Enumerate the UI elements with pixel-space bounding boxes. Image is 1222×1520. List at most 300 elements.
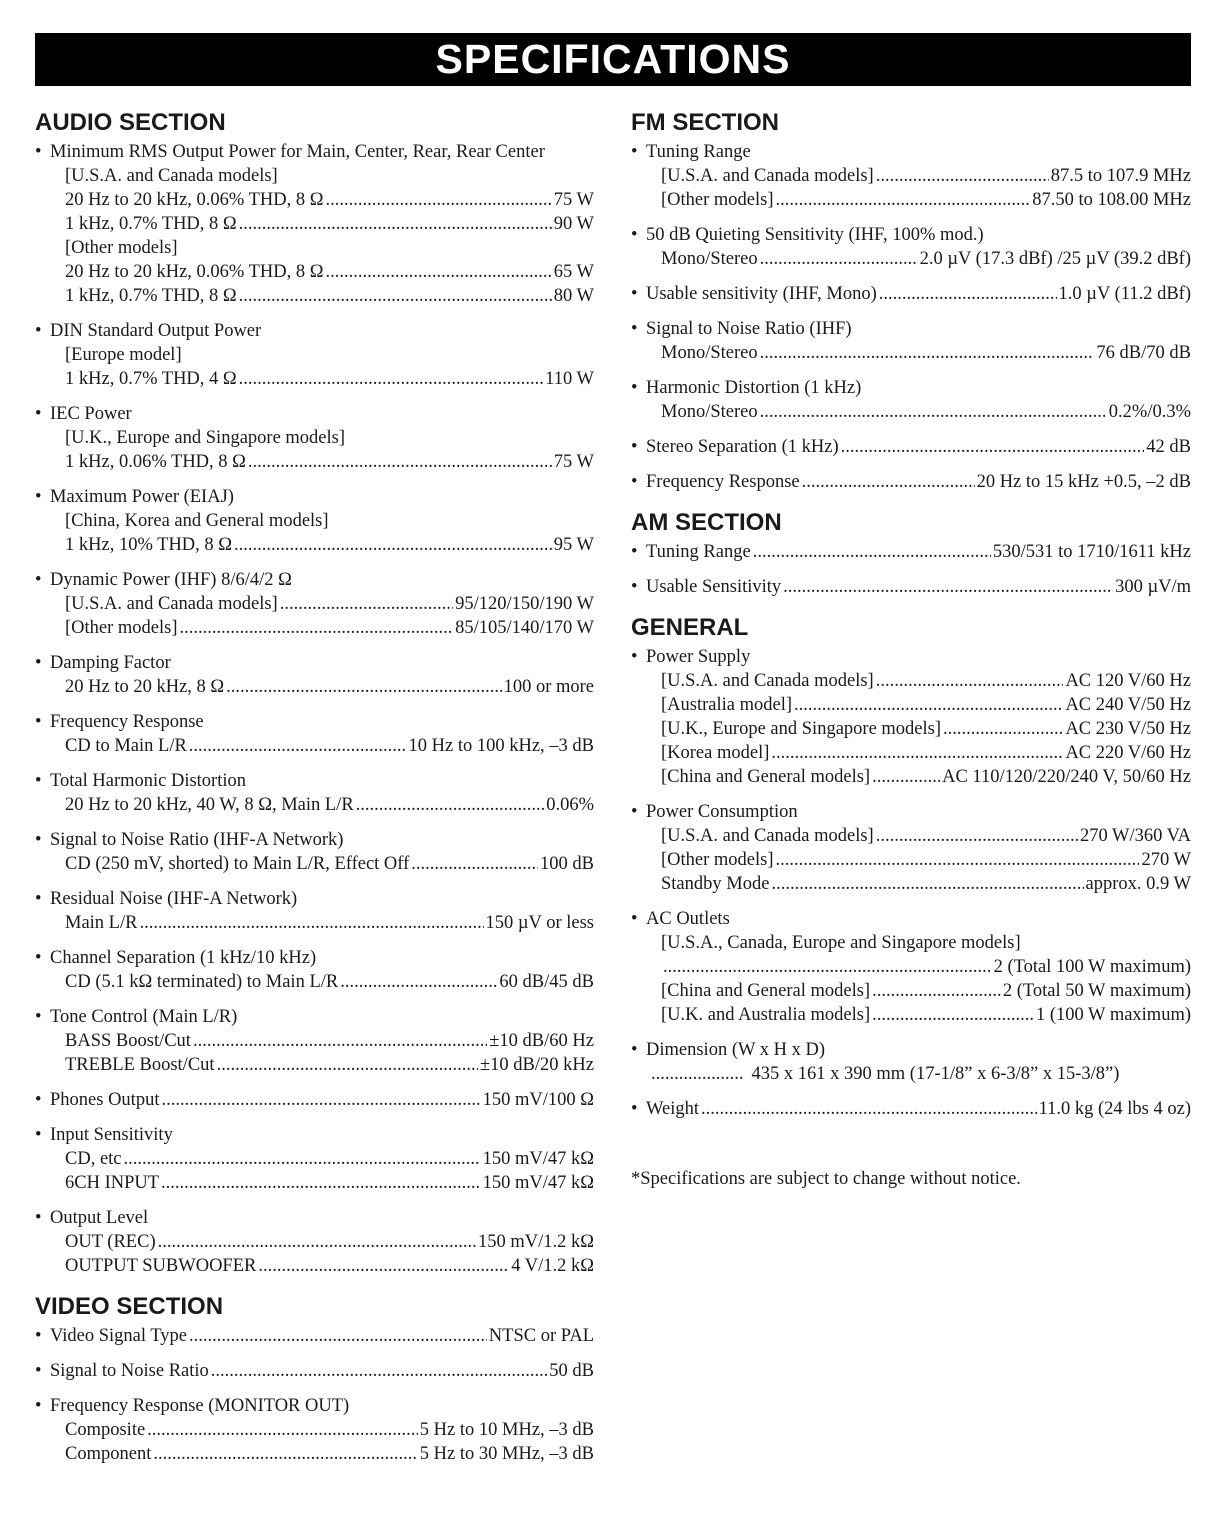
spec-label: DIN Standard Output Power: [50, 321, 262, 341]
spec-label-line: [35, 887, 594, 911]
spec-label-line: [631, 1038, 1191, 1062]
spec-label: Frequency Response: [50, 712, 204, 732]
spec-sub-label: [Other models]: [65, 618, 178, 638]
spec-section: [631, 508, 1191, 599]
spec-sub-label: [U.S.A. and Canada models]: [65, 166, 278, 186]
spec-sub-label: CD (5.1 kΩ terminated) to Main L/R: [65, 972, 339, 992]
spec-label-line: [631, 317, 1191, 341]
spec-sub-line: [35, 1254, 594, 1278]
spec-value: 110 W: [545, 369, 594, 389]
leader-dots: [776, 188, 1031, 212]
spec-value: AC 110/120/220/240 V, 50/60 Hz: [942, 767, 1191, 787]
spec-item: [35, 1359, 594, 1383]
spec-sub-label: [Other models]: [661, 850, 774, 870]
leader-dots: [701, 1097, 1037, 1121]
spec-sub-line: [631, 693, 1191, 717]
spec-section: [35, 108, 594, 1278]
spec-label: Stereo Separation (1 kHz): [646, 437, 839, 457]
spec-label: Usable sensitivity (IHF, Mono): [646, 284, 877, 304]
spec-label: Usable Sensitivity: [646, 577, 782, 597]
spec-sub-line: [631, 848, 1191, 872]
leader-dots: [248, 450, 552, 474]
spec-sub-line: [35, 367, 594, 391]
spec-value: 100 dB: [540, 854, 594, 874]
spec-item: [35, 485, 594, 557]
leader-dots: [139, 911, 483, 935]
spec-label: AC Outlets: [646, 909, 730, 929]
spec-item: [35, 1324, 594, 1348]
spec-label-line: [35, 568, 594, 592]
leader-dots: [189, 1324, 487, 1348]
leader-dots: [326, 188, 552, 212]
spec-sub-line: [631, 872, 1191, 896]
spec-value: AC 230 V/50 Hz: [1065, 719, 1191, 739]
leader-dots: [841, 435, 1145, 459]
bullet: •: [631, 472, 638, 492]
spec-value: 2.0 µV (17.3 dBf) /25 µV (39.2 dBf): [919, 249, 1191, 269]
spec-sub-line: [631, 247, 1191, 271]
spec-sub-line: [35, 343, 594, 367]
bullet: •: [35, 142, 42, 162]
spec-label: 50 dB Quieting Sensitivity (IHF, 100% mod.): [646, 225, 984, 245]
spec-item: [35, 140, 594, 308]
bullet: •: [631, 1040, 638, 1060]
leader-dots: [147, 1418, 418, 1442]
leader-dots: [663, 955, 992, 979]
spec-sub-label: [Europe model]: [65, 345, 182, 365]
leader-dots: [771, 872, 1083, 896]
spec-sub-line: [631, 741, 1191, 765]
spec-value: 435 x 161 x 390 mm (17-1/8” x 6-3/8” x 15-3/8”): [751, 1064, 1120, 1084]
spec-sub-label: [China and General models]: [661, 981, 871, 1001]
spec-value: AC 120 V/60 Hz: [1065, 671, 1191, 691]
bullet: •: [631, 284, 638, 304]
spec-sub-line: [35, 212, 594, 236]
leader-dots: [753, 540, 991, 564]
spec-value: AC 240 V/50 Hz: [1065, 695, 1191, 715]
spec-label: Damping Factor: [50, 653, 171, 673]
spec-label-line: [631, 800, 1191, 824]
spec-sub-label: [China and General models]: [661, 767, 871, 787]
leader-dots: [760, 247, 918, 271]
spec-sub-label: [China, Korea and General models]: [65, 511, 329, 531]
spec-sub-line: [35, 1147, 594, 1171]
spec-sub-label: Mono/Stereo: [661, 249, 758, 269]
spec-value: 0.06%: [546, 795, 594, 815]
spec-sub-line: [35, 260, 594, 284]
spec-value: 95/120/150/190 W: [455, 594, 594, 614]
leader-dots: [234, 533, 552, 557]
spec-label: Maximum Power (EIAJ): [50, 487, 234, 507]
spec-item: [35, 1123, 594, 1195]
bullet: •: [631, 577, 638, 597]
spec-sub-line: [35, 793, 594, 817]
spec-sub-label: 1 kHz, 0.06% THD, 8 Ω: [65, 452, 246, 472]
spec-item: [631, 907, 1191, 1027]
spec-value: 150 mV/47 kΩ: [482, 1173, 594, 1193]
bullet: •: [35, 1396, 42, 1416]
spec-sub-label: [U.S.A. and Canada models]: [661, 826, 874, 846]
spec-label-line: [631, 140, 1191, 164]
spec-value: 85/105/140/170 W: [455, 618, 594, 638]
spec-item: [35, 1088, 594, 1112]
spec-label: Total Harmonic Distortion: [50, 771, 247, 791]
spec-sub-line: [631, 341, 1191, 365]
leader-dots: [760, 341, 1095, 365]
leader-dots: [876, 824, 1078, 848]
leader-dots: [193, 1029, 487, 1053]
spec-value: approx. 0.9 W: [1085, 874, 1191, 894]
spec-sub-line: [35, 1029, 594, 1053]
bullet: •: [631, 319, 638, 339]
leader-dots: [802, 470, 975, 494]
section-title: FM SECTION: [631, 109, 779, 136]
spec-sub-label: [Other models]: [661, 190, 774, 210]
spec-sub-line: [35, 164, 594, 188]
spec-value: 75 W: [553, 452, 594, 472]
leader-dots: [258, 1254, 509, 1278]
spec-sub-label: [U.S.A. and Canada models]: [661, 671, 874, 691]
spec-item: [631, 317, 1191, 365]
spec-item: [631, 282, 1191, 306]
spec-sub-label: 1 kHz, 10% THD, 8 Ω: [65, 535, 233, 555]
leader-dots: [326, 260, 552, 284]
spec-sub-label: [U.K. and Australia models]: [661, 1005, 871, 1025]
spec-label: Frequency Response: [646, 472, 800, 492]
spec-sub-line: [35, 1171, 594, 1195]
spec-value: NTSC or PAL: [488, 1326, 594, 1346]
spec-sub-line: [35, 1418, 594, 1442]
spec-item: [35, 568, 594, 640]
spec-value: AC 220 V/60 Hz: [1065, 743, 1191, 763]
spec-sub-label: OUTPUT SUBWOOFER: [65, 1256, 257, 1276]
spec-item: [631, 376, 1191, 424]
spec-value: 2 (Total 100 W maximum): [993, 957, 1191, 977]
spec-label: Weight: [646, 1099, 699, 1119]
leader-dots: [189, 734, 407, 758]
leader-dots: [794, 693, 1063, 717]
spec-value: 42 dB: [1146, 437, 1191, 457]
spec-label-line: [35, 769, 594, 793]
spec-label-line: [35, 319, 594, 343]
spec-value: ±10 dB/20 kHz: [480, 1055, 594, 1075]
spec-label-line: [35, 1206, 594, 1230]
spec-label-line: [631, 223, 1191, 247]
spec-sub-label: CD to Main L/R: [65, 736, 187, 756]
spec-value: 5 Hz to 30 MHz, –3 dB: [419, 1444, 594, 1464]
leader-dots: [872, 1003, 1034, 1027]
spec-sub-label: [Other models]: [65, 238, 178, 258]
spec-item: [35, 1394, 594, 1466]
spec-value: 76 dB/70 dB: [1096, 343, 1191, 363]
spec-value: 300 µV/m: [1115, 577, 1191, 597]
spec-label: Output Level: [50, 1208, 149, 1228]
spec-label: Residual Noise (IHF-A Network): [50, 889, 298, 909]
leader-dots: [158, 1230, 476, 1254]
spec-label: Signal to Noise Ratio (IHF-A Network): [50, 830, 344, 850]
spec-label-line: [631, 435, 1191, 459]
spec-sub-line: [35, 1053, 594, 1077]
spec-item: [631, 800, 1191, 896]
spec-sub-label: 20 Hz to 20 kHz, 8 Ω: [65, 677, 225, 697]
spec-label: Phones Output: [50, 1090, 160, 1110]
spec-sub-line: [35, 509, 594, 533]
spec-sub-label: BASS Boost/Cut: [65, 1031, 191, 1051]
spec-sub-label: 20 Hz to 20 kHz, 40 W, 8 Ω, Main L/R: [65, 795, 354, 815]
leader-dots: [124, 1147, 481, 1171]
spec-label: Dimension (W x H x D): [646, 1040, 825, 1060]
spec-value: 95 W: [553, 535, 594, 555]
spec-label: Frequency Response (MONITOR OUT): [50, 1396, 350, 1416]
spec-sub-line: [35, 970, 594, 994]
spec-sub-line: [631, 979, 1191, 1003]
spec-value: 150 mV/1.2 kΩ: [477, 1232, 594, 1252]
spec-value: 50 dB: [549, 1361, 594, 1381]
spec-sub-line: [631, 1062, 1191, 1086]
spec-value: 530/531 to 1710/1611 kHz: [992, 542, 1191, 562]
bullet: •: [35, 487, 42, 507]
spec-value: 20 Hz to 15 kHz +0.5, –2 dB: [976, 472, 1191, 492]
spec-label-line: [35, 140, 594, 164]
spec-sub-label: [U.S.A. and Canada models]: [65, 594, 278, 614]
spec-sub-line: [35, 1230, 594, 1254]
spec-sub-line: [35, 533, 594, 557]
spec-value: 60 dB/45 dB: [499, 972, 594, 992]
bullet: •: [35, 1326, 42, 1346]
bullet: •: [35, 1125, 42, 1145]
bullet: •: [631, 647, 638, 667]
spec-sub-label: 1 kHz, 0.7% THD, 8 Ω: [65, 214, 237, 234]
spec-sub-label: [U.S.A., Canada, Europe and Singapore models]: [661, 933, 1021, 953]
spec-sub-label: 1 kHz, 0.7% THD, 8 Ω: [65, 286, 237, 306]
bullet: •: [35, 712, 42, 732]
spec-sub-label: [U.S.A. and Canada models]: [661, 166, 874, 186]
spec-sub-label: 20 Hz to 20 kHz, 0.06% THD, 8 Ω: [65, 190, 324, 210]
spec-label-line: [35, 651, 594, 675]
bullet: •: [35, 404, 42, 424]
spec-item: [631, 470, 1191, 494]
spec-sub-line: [35, 592, 594, 616]
spec-sub-label: Main L/R: [65, 913, 138, 933]
spec-sub-line: [631, 931, 1191, 955]
bullet: •: [631, 909, 638, 929]
leader-dots: [876, 669, 1064, 693]
spec-item: [631, 575, 1191, 599]
leader-dots: [239, 367, 544, 391]
spec-label: IEC Power: [50, 404, 132, 424]
spec-label: Power Consumption: [646, 802, 798, 822]
spec-label: Tone Control (Main L/R): [50, 1007, 238, 1027]
spec-label: Dynamic Power (IHF) 8/6/4/2 Ω: [50, 570, 292, 590]
spec-item: [35, 319, 594, 391]
leader-dots: [280, 592, 453, 616]
spec-value: 5 Hz to 10 MHz, –3 dB: [419, 1420, 594, 1440]
leader-dots: [217, 1053, 478, 1077]
spec-sub-label: Standby Mode: [661, 874, 770, 894]
bullet: •: [631, 1099, 638, 1119]
spec-label-line: [35, 828, 594, 852]
spec-label-line: [631, 907, 1191, 931]
spec-item: [631, 223, 1191, 271]
leader-dots: [239, 212, 552, 236]
spec-label: Channel Separation (1 kHz/10 kHz): [50, 948, 317, 968]
spec-sub-line: [35, 675, 594, 699]
bullet: •: [35, 830, 42, 850]
spec-sub-line: [35, 284, 594, 308]
leader-dots: [340, 970, 497, 994]
spec-item: [631, 140, 1191, 212]
spec-label-line: [35, 1123, 594, 1147]
spec-section: [631, 613, 1191, 1121]
bullet: •: [35, 1090, 42, 1110]
spec-value: 0.2%/0.3%: [1108, 402, 1191, 422]
leader-dots: [153, 1442, 417, 1466]
spec-sub-label: Component: [65, 1444, 152, 1464]
bullet: •: [35, 948, 42, 968]
spec-item: [35, 1005, 594, 1077]
spec-sub-label: CD (250 mV, shorted) to Main L/R, Effect Off: [65, 854, 410, 874]
spec-label-line: [631, 470, 1191, 494]
spec-value: 270 W: [1141, 850, 1191, 870]
spec-label: Tuning Range: [646, 142, 751, 162]
spec-item: [631, 540, 1191, 564]
spec-label-line: [35, 1005, 594, 1029]
spec-label-line: [35, 1359, 594, 1383]
footnote: *Specifications are subject to change without notice.: [631, 1169, 1021, 1189]
spec-sub-line: [631, 164, 1191, 188]
bullet: •: [35, 1208, 42, 1228]
spec-value: 150 mV/100 Ω: [482, 1090, 594, 1110]
spec-sub-line: [631, 717, 1191, 741]
spec-value: 2 (Total 50 W maximum): [1002, 981, 1191, 1001]
spec-value: 90 W: [553, 214, 594, 234]
spec-value: ±10 dB/60 Hz: [489, 1031, 594, 1051]
spec-label: Signal to Noise Ratio: [50, 1361, 209, 1381]
spec-sub-label: Composite: [65, 1420, 146, 1440]
spec-label-line: [631, 282, 1191, 306]
leader-dots: [879, 282, 1057, 306]
spec-label-line: [35, 402, 594, 426]
spec-item: [35, 887, 594, 935]
spec-item: [35, 946, 594, 994]
spec-sub-label: [U.K., Europe and Singapore models]: [65, 428, 346, 448]
spec-label: Input Sensitivity: [50, 1125, 173, 1145]
leader-dots: [161, 1088, 480, 1112]
right-column: [631, 108, 1191, 1191]
bullet: •: [35, 1007, 42, 1027]
spec-label: Tuning Range: [646, 542, 751, 562]
spec-item: [631, 645, 1191, 789]
section-title: VIDEO SECTION: [35, 1293, 224, 1320]
leader-dots: [239, 284, 552, 308]
spec-sub-label: 20 Hz to 20 kHz, 0.06% THD, 8 Ω: [65, 262, 324, 282]
spec-sub-line: [35, 852, 594, 876]
leader-dots: [872, 765, 940, 789]
spec-sub-line: [631, 765, 1191, 789]
spec-sub-line: [35, 188, 594, 212]
spec-value: 4 V/1.2 kΩ: [511, 1256, 594, 1276]
spec-label: Minimum RMS Output Power for Main, Center, Rear, Rear Center: [50, 142, 545, 162]
bullet: •: [631, 437, 638, 457]
leader-dots: [226, 675, 501, 699]
spec-label: Video Signal Type: [50, 1326, 188, 1346]
spec-sub-line: [35, 911, 594, 935]
section-title: AM SECTION: [631, 509, 782, 536]
spec-sub-line: [35, 1442, 594, 1466]
spec-label-line: [631, 645, 1191, 669]
spec-value: 87.50 to 108.00 MHz: [1032, 190, 1191, 210]
spec-value: 150 µV or less: [485, 913, 594, 933]
spec-value: 11.0 kg (24 lbs 4 oz): [1038, 1099, 1191, 1119]
spec-value: 150 mV/47 kΩ: [482, 1149, 594, 1169]
leader-dots: ....................: [651, 1064, 744, 1084]
bullet: •: [35, 321, 42, 341]
leader-dots: [872, 979, 1001, 1003]
spec-sub-label: [Korea model]: [661, 743, 770, 763]
bullet: •: [631, 802, 638, 822]
spec-label: Signal to Noise Ratio (IHF): [646, 319, 852, 339]
spec-item: [35, 402, 594, 474]
spec-value: 270 W/360 VA: [1079, 826, 1191, 846]
spec-sub-line: [631, 1003, 1191, 1027]
leader-dots: [411, 852, 538, 876]
spec-label-line: [35, 946, 594, 970]
spec-section: [631, 108, 1191, 494]
spec-item: [35, 651, 594, 699]
spec-item: [631, 1097, 1191, 1121]
spec-sub-line: [631, 400, 1191, 424]
spec-sub-label: [U.K., Europe and Singapore models]: [661, 719, 942, 739]
spec-value: 87.5 to 107.9 MHz: [1050, 166, 1191, 186]
bullet: •: [35, 1361, 42, 1381]
spec-sub-line: [35, 450, 594, 474]
spec-sub-label: OUT (REC): [65, 1232, 156, 1252]
page-title: SPECIFICATIONS: [35, 33, 1191, 86]
spec-label-line: [631, 1097, 1191, 1121]
spec-value: 80 W: [553, 286, 594, 306]
bullet: •: [35, 570, 42, 590]
section-title: GENERAL: [631, 614, 749, 641]
spec-label-line: [35, 1394, 594, 1418]
spec-sub-label: Mono/Stereo: [661, 343, 758, 363]
spec-sub-line: [631, 188, 1191, 212]
spec-sub-label: 6CH INPUT: [65, 1173, 160, 1193]
left-column: [35, 108, 594, 1480]
bullet: •: [631, 225, 638, 245]
spec-label-line: [631, 376, 1191, 400]
spec-label-line: [631, 540, 1191, 564]
spec-sub-line: [35, 426, 594, 450]
bullet: •: [35, 771, 42, 791]
leader-dots: [356, 793, 545, 817]
bullet: •: [631, 142, 638, 162]
bullet: •: [631, 378, 638, 398]
spec-label: Harmonic Distortion (1 kHz): [646, 378, 862, 398]
spec-sub-line: [35, 616, 594, 640]
spec-sub-label: TREBLE Boost/Cut: [65, 1055, 215, 1075]
section-title: AUDIO SECTION: [35, 109, 226, 136]
leader-dots: [760, 400, 1107, 424]
spec-sub-line: [631, 955, 1191, 979]
spec-label-line: [35, 710, 594, 734]
bullet: •: [35, 889, 42, 909]
spec-item: [631, 1038, 1191, 1086]
spec-item: [35, 828, 594, 876]
leader-dots: [211, 1359, 547, 1383]
spec-sub-label: [Australia model]: [661, 695, 792, 715]
leader-dots: [180, 616, 454, 640]
spec-sub-line: [35, 734, 594, 758]
